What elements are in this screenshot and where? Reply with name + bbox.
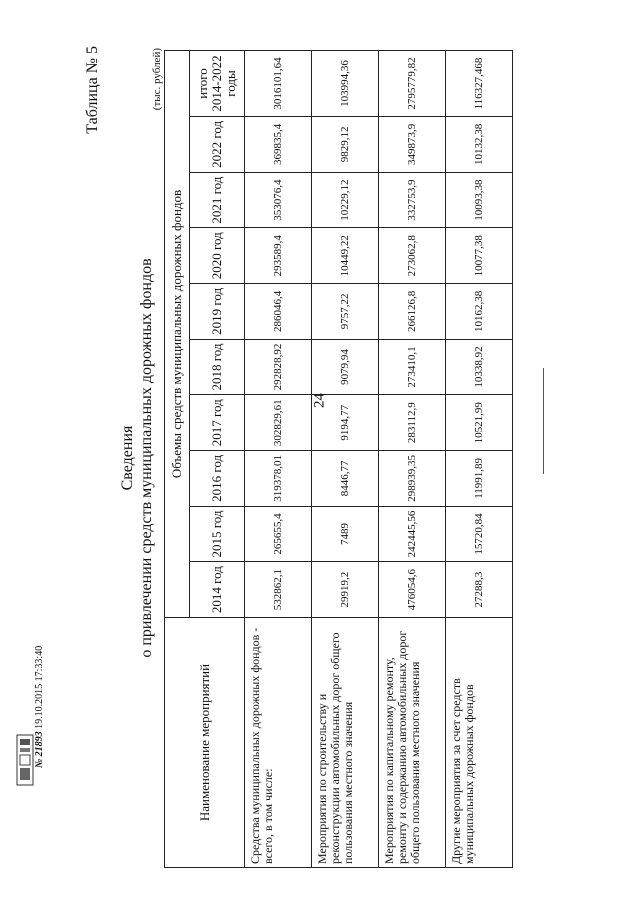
table-cell: 302829,61 <box>245 395 312 451</box>
row-name: Мероприятия по строительству и реконструкции автомобильных дорог общего пользования местного значения <box>312 618 379 868</box>
table-cell: 265655,4 <box>245 506 312 562</box>
table-row <box>312 51 379 868</box>
table-cell: 292828,92 <box>245 339 312 395</box>
year-header: 2018 год <box>190 339 245 395</box>
page-number: 24 <box>311 393 328 408</box>
year-header: 2020 год <box>190 228 245 284</box>
table-cell: 319378,01 <box>245 451 312 507</box>
table-cell: 273410,1 <box>379 339 446 395</box>
table-cell: 332753,9 <box>379 172 446 228</box>
row-name: Средства муниципальных дорожных фондов - всего, в том числе: <box>245 618 312 868</box>
col-header-name: Наименование мероприятий <box>165 618 245 868</box>
year-header: 2016 год <box>190 451 245 507</box>
table-cell: 353076,4 <box>245 172 312 228</box>
table-cell: 242445,56 <box>379 506 446 562</box>
rotated-sheet <box>36 28 640 888</box>
table-cell: 283112,9 <box>379 395 446 451</box>
title-line-1: Сведения <box>119 425 136 491</box>
table-body <box>245 51 513 868</box>
units-label: (тыс. рублей) <box>151 48 163 111</box>
stamp-datetime: 19.10.2015 17:33:40 <box>34 645 45 729</box>
table-cell: 9194,77 <box>312 395 379 451</box>
year-header: 2015 год <box>190 506 245 562</box>
row-name: Мероприятия по капитальному ремонту, ремонту и содержанию автомобильных дорог общего пользования местного значения <box>379 618 446 868</box>
table-row <box>379 51 446 868</box>
year-header: 2021 год <box>190 172 245 228</box>
stamp-number: № 21893 <box>34 731 45 768</box>
table-cell: 103994,36 <box>312 51 379 117</box>
year-header: итого 2014-2022 годы <box>190 51 245 117</box>
table-cell: 10449,22 <box>312 228 379 284</box>
table-cell: 476054,6 <box>379 562 446 618</box>
title-line-2: о привлечении средств муниципальных дорожных фондов <box>138 258 155 658</box>
table-cell: 266126,8 <box>379 284 446 340</box>
year-header: 2022 год <box>190 117 245 173</box>
table-row <box>245 51 312 868</box>
table-cell: 10093,38 <box>446 172 513 228</box>
table-cell: 116327,468 <box>446 51 513 117</box>
table-cell: 7489 <box>312 506 379 562</box>
table-cell: 27288,3 <box>446 562 513 618</box>
table-cell: 9829,12 <box>312 117 379 173</box>
table-cell: 3016101,64 <box>245 51 312 117</box>
row-name: Другие мероприятия за счет средств муниципальных дорожных фондов <box>446 618 513 868</box>
table-cell: 286046,4 <box>245 284 312 340</box>
table-cell: 11991,89 <box>446 451 513 507</box>
table-cell: 10338,92 <box>446 339 513 395</box>
table-row <box>446 51 513 868</box>
table-label: Таблица № 5 <box>84 46 101 134</box>
table-cell: 29919,2 <box>312 562 379 618</box>
table-cell: 10077,38 <box>446 228 513 284</box>
title-block <box>118 28 156 888</box>
table-cell: 15720,84 <box>446 506 513 562</box>
year-header: 2014 год <box>190 562 245 618</box>
table-cell: 293589,4 <box>245 228 312 284</box>
seal-icon <box>16 734 34 786</box>
table-cell: 10132,38 <box>446 117 513 173</box>
year-header: 2019 год <box>190 284 245 340</box>
table-cell: 349873,9 <box>379 117 446 173</box>
table-cell: 10229,12 <box>312 172 379 228</box>
table-cell: 9757,22 <box>312 284 379 340</box>
table-cell: 369835,4 <box>245 117 312 173</box>
table-cell: 9079,94 <box>312 339 379 395</box>
table-cell: 2795779,82 <box>379 51 446 117</box>
table-cell: 532862,1 <box>245 562 312 618</box>
table-cell: 273062,8 <box>379 228 446 284</box>
col-group-header: Объемы средств муниципальных дорожных фондов <box>165 51 190 618</box>
data-table <box>164 50 513 868</box>
table-cell: 10521,99 <box>446 395 513 451</box>
table-cell: 8446,77 <box>312 451 379 507</box>
table-cell: 10162,38 <box>446 284 513 340</box>
table-cell: 298939,35 <box>379 451 446 507</box>
year-header: 2017 год <box>190 395 245 451</box>
document-stamp <box>34 618 45 768</box>
